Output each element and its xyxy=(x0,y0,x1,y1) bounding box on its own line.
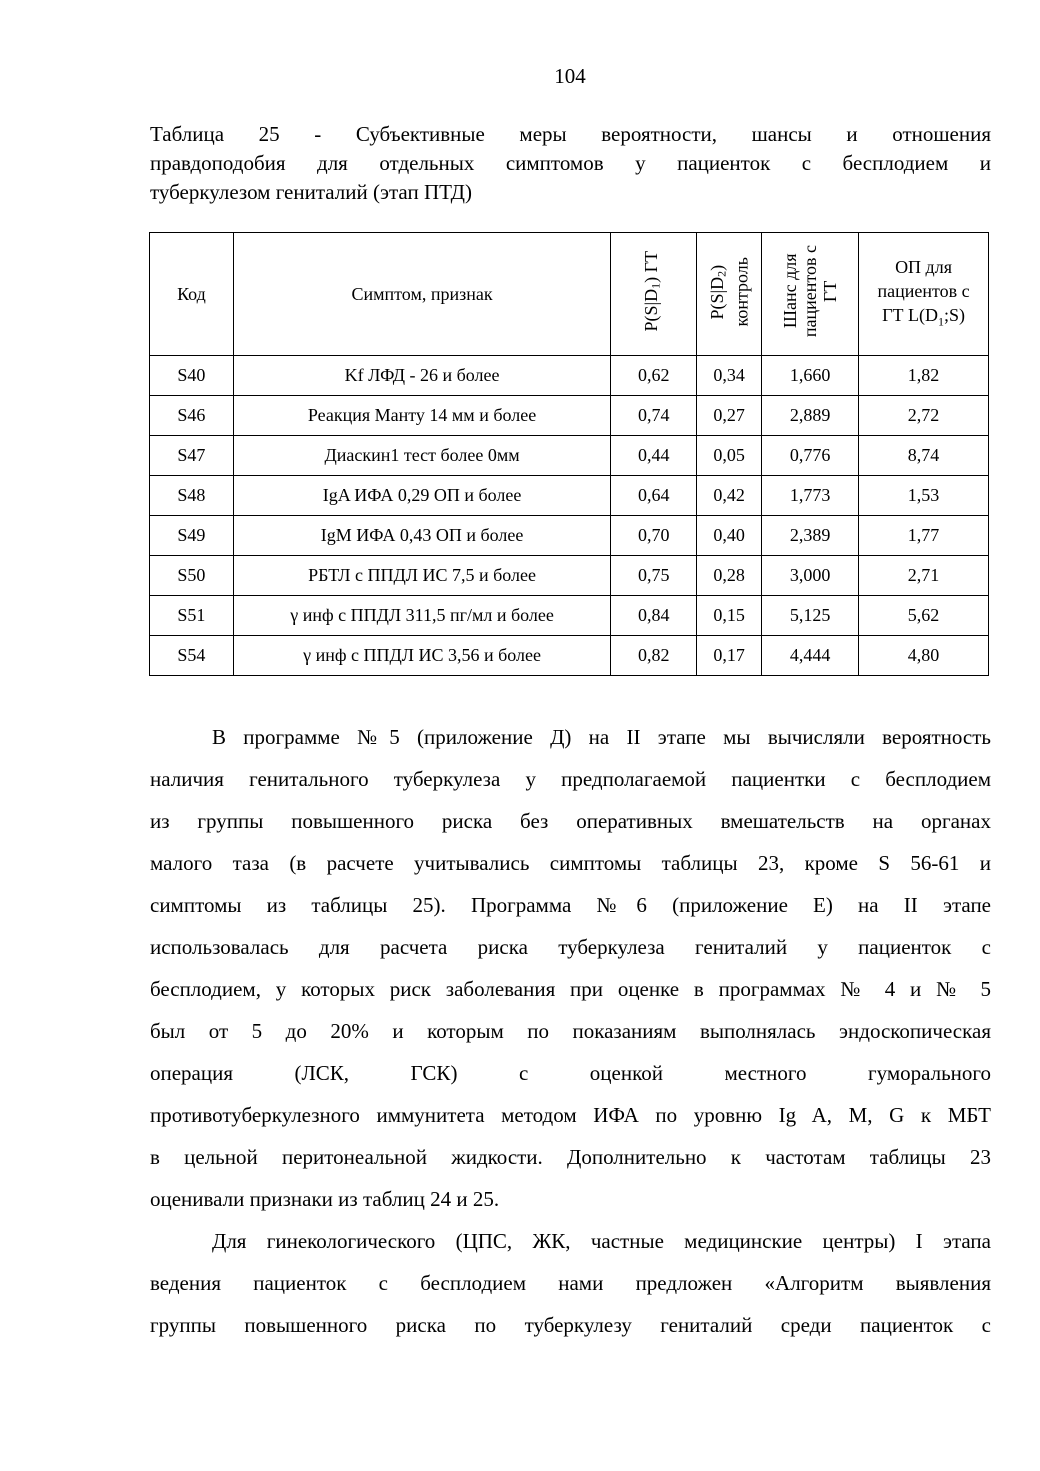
cell-odds: 1,773 xyxy=(762,476,859,516)
table-row xyxy=(150,516,989,556)
paragraph-line: симптомы из таблицы 25). Программа №6 (приложение Е) на II этапе xyxy=(150,893,991,917)
paragraph-line: в цельной перитонеальной жидкости. Дополнительно к частотам таблицы 23 xyxy=(150,1145,991,1169)
cell-p2: 0,34 xyxy=(697,356,762,396)
cell-op: 1,82 xyxy=(859,356,989,396)
table-row xyxy=(150,636,989,676)
table-row xyxy=(150,356,989,396)
cell-op: 1,77 xyxy=(859,516,989,556)
symptoms-table xyxy=(149,232,989,676)
cell-symptom: Kf ЛФД - 26 и более xyxy=(233,356,610,396)
paragraph-line: В программе №5 (приложение Д) на II этапе мы вычисляли вероятность xyxy=(212,725,991,749)
cell-op: 2,72 xyxy=(859,396,989,436)
cell-p1: 0,75 xyxy=(611,556,697,596)
cell-op: 1,53 xyxy=(859,476,989,516)
cell-code: S49 xyxy=(150,516,234,556)
header-symptom: Симптом, признак xyxy=(233,233,610,356)
cell-symptom: Реакция Манту 14 мм и более xyxy=(233,396,610,436)
paragraph-line: был от 5 до 20% и которым по показаниям выполнялась эндоскопическая xyxy=(150,1019,991,1043)
body-text xyxy=(150,716,991,1346)
header-op: ОП для пациентов с ГТ $L(D_1;S)$ xyxy=(859,233,989,356)
table-row xyxy=(150,396,989,436)
cell-p2: 0,40 xyxy=(697,516,762,556)
paragraph-line: Для гинекологического (ЦПС, ЖК, частные медицинские центры) I этапа xyxy=(212,1229,991,1253)
paragraph-line: малого таза (в расчете учитывались симптомы таблицы 23, кроме S 56-61 и xyxy=(150,851,991,875)
cell-p2: 0,17 xyxy=(697,636,762,676)
paragraph-line: бесплодием, у которых риск заболевания при оценке в программах № 4 и № 5 xyxy=(150,977,991,1001)
paragraph-line: ведения пациенток с бесплодием нами предложен «Алгоритм выявления xyxy=(150,1271,991,1295)
table-row xyxy=(150,476,989,516)
cell-odds: 2,889 xyxy=(762,396,859,436)
cell-op: 4,80 xyxy=(859,636,989,676)
table-caption xyxy=(150,120,991,207)
header-p-d2: $P(S|D_2)$ контроль xyxy=(697,233,762,356)
cell-p1: 0,62 xyxy=(611,356,697,396)
cell-odds: 0,776 xyxy=(762,436,859,476)
table-row xyxy=(150,436,989,476)
cell-odds: 3,000 xyxy=(762,556,859,596)
cell-symptom: γ инф с ППДЛ 311,5 пг/мл и более xyxy=(233,596,610,636)
cell-code: S54 xyxy=(150,636,234,676)
cell-symptom: γ инф с ППДЛ ИС 3,56 и более xyxy=(233,636,610,676)
cell-code: S51 xyxy=(150,596,234,636)
caption-line: правдоподобия для отдельных симптомов у пациенток с бесплодием и xyxy=(150,151,991,175)
table-row xyxy=(150,596,989,636)
cell-code: S50 xyxy=(150,556,234,596)
cell-p2: 0,42 xyxy=(697,476,762,516)
paragraph-line: операция (ЛСК, ГСК) с оценкой местного гуморального xyxy=(150,1061,991,1085)
cell-p1: 0,70 xyxy=(611,516,697,556)
cell-code: S40 xyxy=(150,356,234,396)
cell-odds: 2,389 xyxy=(762,516,859,556)
cell-p1: 0,84 xyxy=(611,596,697,636)
cell-symptom: Диаскин1 тест более 0мм xyxy=(233,436,610,476)
header-code: Код xyxy=(150,233,234,356)
paragraph-line: из группы повышенного риска без оперативных вмешательств на органах xyxy=(150,809,991,833)
cell-op: 8,74 xyxy=(859,436,989,476)
paragraph-line: наличия генитального туберкулеза у предполагаемой пациентки с бесплодием xyxy=(150,767,991,791)
cell-code: S47 xyxy=(150,436,234,476)
cell-p2: 0,15 xyxy=(697,596,762,636)
table-header-row xyxy=(150,233,989,356)
cell-op: 2,71 xyxy=(859,556,989,596)
paragraph-line: использовалась для расчета риска туберкулеза гениталий у пациенток с xyxy=(150,935,991,959)
cell-code: S48 xyxy=(150,476,234,516)
cell-odds: 5,125 xyxy=(762,596,859,636)
cell-symptom: РБТЛ с ППДЛ ИС 7,5 и более xyxy=(233,556,610,596)
cell-code: S46 xyxy=(150,396,234,436)
cell-odds: 1,660 xyxy=(762,356,859,396)
caption-line: туберкулезом гениталий (этап ПТД) xyxy=(150,180,472,204)
paragraph-line: группы повышенного риска по туберкулезу гениталий среди пациенток с xyxy=(150,1313,991,1337)
page-number: 104 xyxy=(554,64,586,88)
cell-p1: 0,74 xyxy=(611,396,697,436)
cell-p2: 0,28 xyxy=(697,556,762,596)
cell-p1: 0,82 xyxy=(611,636,697,676)
header-odds: Шанс для пациентов с ГТ xyxy=(762,233,859,356)
paragraph-line: противотуберкулезного иммунитета методом ИФА по уровню Ig A, M, G к МБТ xyxy=(150,1103,991,1127)
cell-odds: 4,444 xyxy=(762,636,859,676)
table-row xyxy=(150,556,989,596)
cell-symptom: IgA ИФА 0,29 ОП и более xyxy=(233,476,610,516)
cell-p1: 0,44 xyxy=(611,436,697,476)
cell-p1: 0,64 xyxy=(611,476,697,516)
cell-p2: 0,27 xyxy=(697,396,762,436)
paragraph-line: оценивали признаки из таблиц 24 и 25. xyxy=(150,1187,500,1211)
caption-line: Таблица 25 - Субъективные меры вероятности, шансы и отношения xyxy=(150,122,991,146)
cell-p2: 0,05 xyxy=(697,436,762,476)
header-p-d1: $P(S|D_1)$ ГТ xyxy=(611,233,697,356)
cell-symptom: IgM ИФА 0,43 ОП и более xyxy=(233,516,610,556)
cell-op: 5,62 xyxy=(859,596,989,636)
